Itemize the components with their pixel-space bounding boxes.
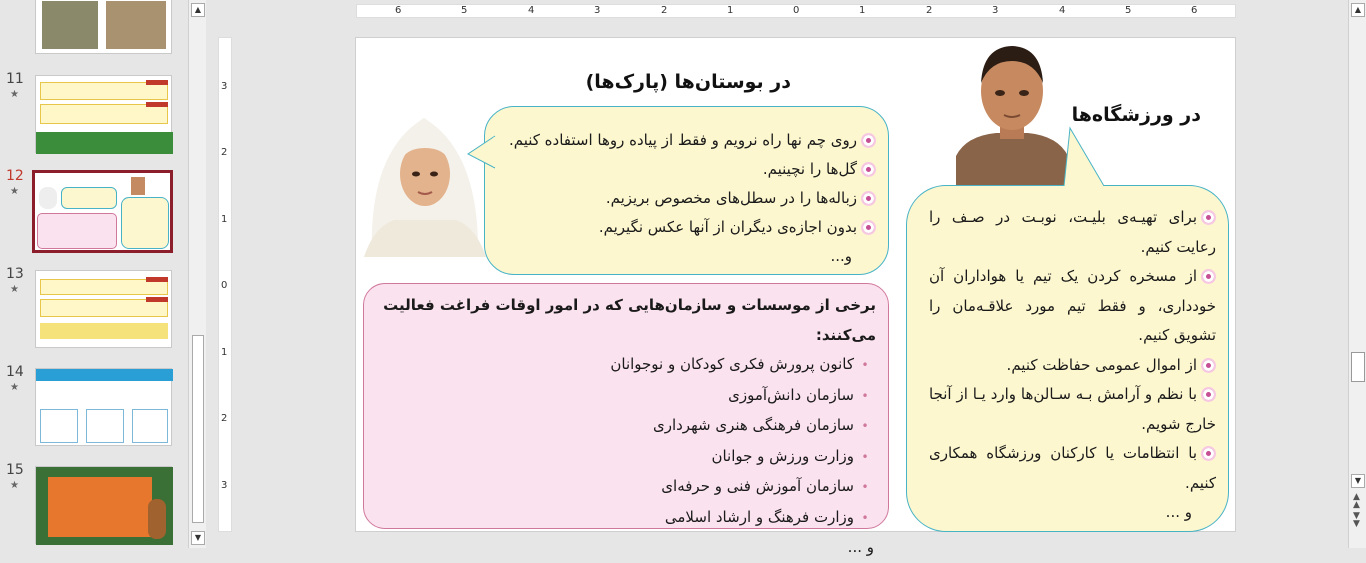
- scrollbar-thumb[interactable]: [192, 335, 204, 523]
- slide-number: 14: [6, 364, 24, 380]
- ruler-label: 6: [1191, 5, 1198, 16]
- slide-number: 12: [6, 168, 24, 184]
- scrollbar-thumb[interactable]: [1351, 352, 1365, 382]
- scroll-up-button[interactable]: ▲: [191, 3, 205, 17]
- thumbnail-card-selected[interactable]: [32, 170, 173, 253]
- list-item: زباله‌ها را در سطل‌های مخصوص بریزیم.: [496, 184, 876, 213]
- list-item: •وزارت فرهنگ و ارشاد اسلامی: [376, 503, 876, 534]
- vertical-ruler: [218, 37, 232, 532]
- scroll-down-button[interactable]: ▼: [1351, 474, 1365, 488]
- list-item: •سازمان دانش‌آموزی: [376, 381, 876, 412]
- bullet-dot: •: [861, 419, 869, 433]
- bullet-icon: [861, 133, 876, 148]
- stadium-bubble-tail: [1056, 128, 1116, 188]
- thumbnail-card[interactable]: [35, 75, 172, 153]
- bullet-dot: •: [861, 388, 869, 403]
- thumbnail-card[interactable]: [35, 368, 172, 446]
- ruler-label: 3: [221, 480, 228, 491]
- list-item: با انتظامات یا کارکنان ورزشگاه همکاری کنیم.: [929, 444, 1216, 492]
- list-etc: و ...: [847, 538, 874, 556]
- ruler-label: 2: [661, 5, 668, 16]
- organizations-list: [376, 290, 876, 563]
- bullet-icon: [861, 162, 876, 177]
- bullet-icon: [1201, 210, 1216, 225]
- park-title: در بوستان‌ها (پارک‌ها): [585, 71, 791, 93]
- horizontal-ruler: [356, 4, 1236, 18]
- ruler-label: 0: [793, 5, 800, 16]
- thumbnail-card[interactable]: [35, 0, 172, 54]
- thumbnail-pane-scrollbar[interactable]: [188, 0, 206, 548]
- ruler-label: 2: [926, 5, 933, 16]
- list-item: روی چم نها راه نرویم و فقط از پیاده روها استفاده کنیم.: [496, 126, 876, 155]
- thumbnail-card[interactable]: [35, 466, 172, 544]
- list-item: •کانون پرورش فکری کودکان و نوجوانان: [376, 350, 876, 381]
- bullet-icon: [1201, 446, 1216, 461]
- bullet-dot: •: [861, 510, 869, 525]
- park-list: [496, 126, 876, 271]
- slide-number: 13: [6, 266, 24, 282]
- ruler-label: 4: [528, 5, 535, 16]
- ruler-label: 3: [221, 81, 228, 92]
- slide-number: 15: [6, 462, 24, 478]
- list-etc: و ...: [1165, 503, 1192, 521]
- previous-slide-icon[interactable]: ▲ ▲: [1353, 492, 1360, 510]
- ruler-label: 3: [992, 5, 999, 16]
- thumbnail-photo: [106, 1, 166, 49]
- ruler-label: 0: [221, 280, 228, 291]
- ruler-label: 4: [1059, 5, 1066, 16]
- list-item: با نظم و آرامش بـه سـالن‌ها وارد یـا از آنجا خارج شویم.: [929, 385, 1216, 433]
- thumbnail-card[interactable]: [35, 270, 172, 348]
- bullet-icon: [861, 220, 876, 235]
- park-bubble-tail: [466, 134, 496, 174]
- bullet-icon: [1201, 387, 1216, 402]
- animation-star-icon: ★: [10, 186, 19, 197]
- ruler-label: 6: [395, 5, 402, 16]
- animation-star-icon: ★: [10, 284, 19, 295]
- stadium-title: در ورزشگاه‌ها: [1071, 104, 1201, 126]
- bullet-icon: [861, 191, 876, 206]
- list-item: •وزارت ورزش و جوانان: [376, 442, 876, 473]
- animation-star-icon: ★: [10, 480, 19, 491]
- ruler-label: 2: [221, 413, 228, 424]
- ruler-label: 1: [221, 214, 228, 225]
- scroll-down-button[interactable]: ▼: [191, 531, 205, 545]
- bullet-icon: [1201, 269, 1216, 284]
- list-etc: و...: [830, 247, 852, 265]
- ruler-label: 1: [859, 5, 866, 16]
- ruler-label: 3: [594, 5, 601, 16]
- list-item: از مسخره کردن یک تیم یا هواداران آن خودداری، و فقط تیم مورد علاقـه‌مان را تشویق کنیم.: [929, 267, 1216, 344]
- list-item: برای تهیـه‌ی بلیـت، نوبـت در صـف را رعایت کنیم.: [929, 208, 1216, 256]
- animation-star-icon: ★: [10, 382, 19, 393]
- organizations-title: برخی از موسسات و سازمان‌هایی که در امور اوقات فراغت فعالیت می‌کنند:: [383, 296, 876, 344]
- thumbnail-photo: [42, 1, 98, 49]
- ruler-label: 1: [727, 5, 734, 16]
- list-item: بدون اجازه‌ی دیگران از آنها عکس نگیریم.: [496, 213, 876, 242]
- bullet-icon: [1201, 358, 1216, 373]
- list-item: گل‌ها را نچینیم.: [496, 155, 876, 184]
- animation-star-icon: ★: [10, 89, 19, 100]
- ruler-label: 5: [1125, 5, 1132, 16]
- list-item: از اموال عمومی حفاظت کنیم.: [929, 351, 1216, 381]
- bullet-dot: •: [861, 358, 869, 372]
- slide-thumbnail-pane: [0, 0, 188, 548]
- scroll-up-button[interactable]: ▲: [1351, 3, 1365, 17]
- slide-canvas[interactable]: [355, 37, 1236, 556]
- ruler-label: 5: [461, 5, 468, 16]
- list-item: •سازمان فرهنگی هنری شهرداری: [376, 411, 876, 442]
- next-slide-icon[interactable]: ▼ ▼: [1353, 511, 1360, 529]
- bullet-dot: •: [861, 480, 869, 494]
- slide-number: 11: [6, 71, 24, 87]
- ruler-label: 1: [221, 347, 228, 358]
- editor-scrollbar[interactable]: [1348, 0, 1366, 548]
- stadium-list: [929, 203, 1216, 528]
- bullet-dot: •: [861, 449, 869, 464]
- ruler-label: 2: [221, 147, 228, 158]
- list-item: •سازمان آموزش فنی و حرفه‌ای: [376, 472, 876, 503]
